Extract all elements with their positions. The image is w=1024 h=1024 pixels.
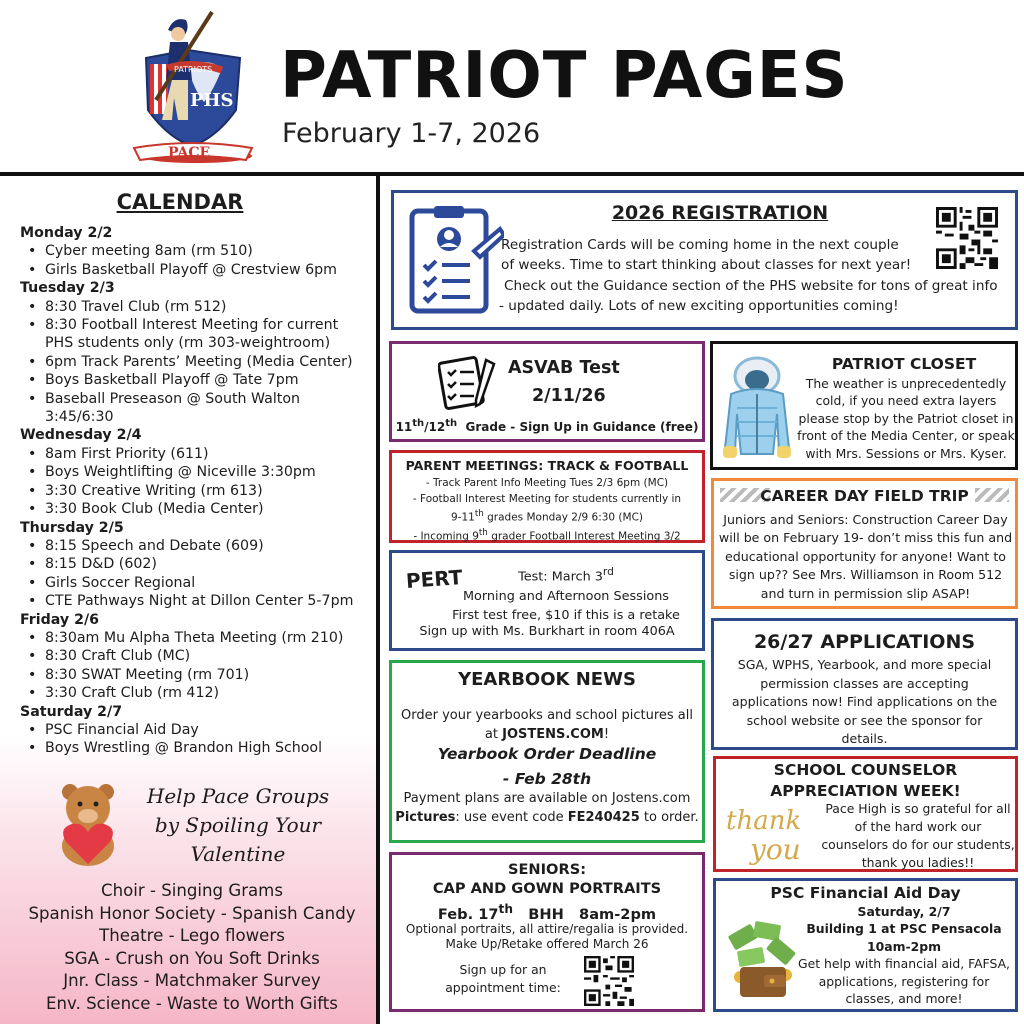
asvab-note-text: Grade - Sign Up in Guidance (free) — [465, 420, 699, 434]
psc-title: PSC Financial Aid Day — [770, 884, 961, 902]
seniors-title-line: CAP AND GOWN PORTRAITS — [432, 879, 662, 897]
parent-text: - Incoming 9 — [413, 530, 479, 543]
pert-price: First test free, $10 if this is a retake — [452, 608, 680, 624]
calendar-day: Saturday 2/7 — [20, 703, 123, 720]
closet-title: PATRIOT CLOSET — [831, 355, 977, 373]
calendar-item: • 6pm Track Parents’ Meeting (Media Center) — [20, 353, 370, 371]
calendar-item: • Boys Wrestling @ Brandon High School — [20, 739, 370, 757]
parent-meetings-line — [392, 526, 702, 545]
yearbook-title: YEARBOOK NEWS — [458, 669, 636, 690]
thanks-word: thank — [726, 806, 802, 836]
calendar-item: • Girls Soccer Regional — [20, 574, 370, 592]
calendar-day: Tuesday 2/3 — [20, 280, 115, 297]
parent-meetings-line: - Track Parent Info Meeting Tues 2/3 6pm (MC) — [425, 477, 669, 489]
closet-body: The weather is unprecedentedly cold, if you need extra layers please stop by the Patriot closet in front of the Media Center, or speak with Mrs. Sessions or Mrs. Kyser. — [797, 376, 1015, 461]
qr-code-icon[interactable] — [584, 956, 634, 1006]
valentine-group-item: Spanish Honor Society - Spanish Candy — [28, 903, 356, 923]
psc-body — [796, 903, 1012, 1007]
calendar-title: CALENDAR — [116, 190, 244, 214]
parent-text: grader Football Interest Meeting 3/2 — [487, 530, 681, 543]
yearbook-card — [389, 660, 705, 843]
calendar-item: • 3:30 Book Club (Media Center) — [20, 500, 370, 518]
yearbook-text: : use event code — [455, 810, 568, 825]
patriot-closet-card — [710, 341, 1018, 470]
left-column — [0, 176, 376, 1024]
pert-text: Test: March 3 — [518, 569, 603, 585]
yearbook-line: Order your yearbooks and school pictures all — [401, 708, 693, 723]
yearbook-line — [392, 808, 702, 827]
jacket-icon — [719, 354, 795, 462]
calendar-item: • 8:30 Travel Club (rm 512) — [20, 298, 370, 316]
applications-title: 26/27 APPLICATIONS — [753, 631, 976, 653]
valentine-heading-line: by Spoiling Your — [154, 813, 322, 837]
calendar-list — [20, 224, 370, 758]
money-wallet-icon — [724, 921, 800, 1001]
asvab-grade: /12 — [424, 420, 446, 434]
asvab-card — [389, 341, 705, 442]
thank-you-script — [724, 799, 820, 867]
asvab-sup: th — [412, 418, 425, 429]
seniors-line: Make Up/Retake offered March 26 — [445, 937, 649, 951]
career-day-title: CAREER DAY FIELD TRIP — [760, 487, 969, 505]
career-day-body: Juniors and Seniors: Construction Career Day will be on February 19- don’t miss this fun and educational opportunity for anyone! Want to sign up?? See Mrs. Williamson in Room 512 and turn in permission slip ASAP! — [718, 512, 1013, 601]
yearbook-line: Payment plans are available on Jostens.com — [403, 791, 691, 806]
calendar-item: • Girls Basketball Playoff @ Crestview 6pm — [20, 261, 370, 279]
valentine-heading — [128, 782, 348, 869]
psc-date: Saturday, 2/7 — [857, 904, 951, 919]
bear-icon — [48, 780, 128, 868]
pert-label: PERT — [405, 565, 464, 593]
parent-text: grades Monday 2/9 6:30 (MC) — [483, 511, 644, 524]
checklist-icon — [438, 354, 498, 410]
deadline-line: - Feb 28th — [502, 770, 592, 788]
counselor-body: Pace High is so grateful for all of the hard work our counselors do for our students, thank you ladies!! — [821, 801, 1015, 870]
seniors-title — [392, 861, 702, 898]
asvab-note — [392, 418, 702, 434]
calendar-day: Friday 2/6 — [20, 611, 100, 628]
seniors-date — [392, 902, 702, 923]
calendar-item: • Baseball Preseason @ South Walton 3:45/6:30 — [20, 390, 370, 427]
valentine-group-item: Jnr. Class - Matchmaker Survey — [63, 971, 321, 990]
registration-text: - updated daily. Lots of new exciting opportunities coming! — [499, 298, 899, 314]
page-title: PATRIOT PAGES — [280, 39, 849, 113]
career-day-card — [711, 478, 1018, 609]
valentine-heading-line: Valentine — [190, 842, 286, 866]
calendar-day: Thursday 2/5 — [20, 519, 124, 536]
seniors-title-line: SENIORS: — [507, 861, 587, 878]
calendar-item: • PSC Financial Aid Day — [20, 721, 370, 739]
yearbook-deadline — [392, 742, 702, 792]
event-code: FE240425 — [567, 810, 640, 825]
registration-text: Registration Cards will be coming home in the next couple — [501, 237, 899, 253]
logo-banner-text: PATRIOTS — [174, 65, 213, 74]
calendar-item: • Cyber meeting 8am (rm 510) — [20, 242, 370, 260]
applications-card — [711, 618, 1018, 750]
pert-test-date — [436, 562, 696, 587]
asvab-sup: th — [445, 418, 458, 429]
parent-sup: th — [474, 509, 484, 519]
pert-body — [436, 562, 696, 626]
psc-place: Building 1 at PSC Pensacola — [806, 921, 1002, 937]
valentine-group-item: Env. Science - Waste to Worth Gifts — [46, 993, 338, 1013]
valentine-section — [0, 772, 376, 1022]
yearbook-text: ! — [603, 727, 610, 742]
calendar-item: • 8:30 Craft Club (MC) — [20, 647, 370, 665]
logo-ribbon-text: PACE — [168, 145, 211, 161]
asvab-title: ASVAB Test — [508, 358, 620, 378]
asvab-date: 2/11/26 — [532, 386, 606, 406]
calendar-item: • 8am First Priority (611) — [20, 445, 370, 463]
parent-meetings-card — [389, 450, 705, 543]
seniors-text: Feb. 17 — [437, 905, 499, 923]
counselor-card — [713, 756, 1018, 872]
calendar-item: • 3:30 Creative Writing (rm 613) — [20, 482, 370, 500]
parent-meetings-body — [392, 476, 702, 545]
parent-text: 9-11 — [450, 511, 475, 524]
seniors-signup: Sign up for an appointment time: — [445, 962, 561, 995]
counselor-title: SCHOOL COUNSELOR APPRECIATION WEEK! — [770, 761, 961, 800]
parent-sup: th — [478, 528, 488, 538]
registration-text: of weeks. Time to start thinking about classes for next year! — [501, 257, 912, 273]
calendar-item: • CTE Pathways Night at Dillon Center 5-7pm — [20, 592, 370, 610]
psc-description: Get help with financial aid, FAFSA, applications, registering for classes, and more! — [798, 956, 1010, 1007]
valentine-heading-line: Help Pace Groups — [146, 784, 330, 808]
calendar-day: Wednesday 2/4 — [20, 427, 142, 444]
valentine-group-item: Choir - Singing Grams — [100, 881, 283, 900]
pert-card — [389, 550, 705, 651]
seniors-sup: th — [498, 902, 513, 916]
calendar-item: • 8:30am Mu Alpha Theta Meeting (rm 210) — [20, 629, 370, 647]
pert-signup: Sign up with Ms. Burkhart in room 406A — [419, 624, 675, 639]
psc-time: 10am-2pm — [866, 938, 942, 954]
qr-code-icon[interactable] — [936, 207, 998, 269]
seniors-line: Optional portraits, all attire/regalia is provided. — [405, 922, 689, 936]
seniors-text: BHH 8am-2pm — [513, 905, 657, 923]
valentine-groups-list — [0, 880, 384, 1015]
deadline-line: Yearbook Order Deadline — [437, 745, 657, 763]
thanks-word: you — [750, 833, 801, 866]
yearbook-text: to order. — [639, 810, 699, 825]
parent-meetings-line: - Football Interest Meeting for students currently in — [412, 492, 682, 505]
yearbook-text: at — [484, 727, 503, 742]
yearbook-bold: Pictures — [395, 810, 456, 825]
psc-card — [713, 878, 1018, 1012]
applications-body: SGA, WPHS, Yearbook, and more special permission classes are accepting applications now! Find applications on the school website or see the sponsor for details. — [731, 657, 998, 746]
parent-meetings-title: PARENT MEETINGS: TRACK & FOOTBALL — [405, 458, 689, 473]
registration-text: Check out the Guidance section of the PHS website for tons of great info — [504, 278, 998, 294]
calendar-item: • 8:15 Speech and Debate (609) — [20, 537, 370, 555]
calendar-day: Monday 2/2 — [20, 225, 113, 241]
parent-meetings-line — [392, 507, 702, 526]
calendar-item: • 8:30 SWAT Meeting (rm 701) — [20, 666, 370, 684]
registration-card — [391, 190, 1018, 330]
calendar-item: • 3:30 Craft Club (rm 412) — [20, 684, 370, 702]
logo-monogram: PHS — [190, 90, 234, 111]
calendar-item: • 8:30 Football Interest Meeting for current PHS students only (rm 303-weightroom) — [20, 316, 370, 353]
pert-sup: rd — [602, 565, 614, 578]
valentine-group-item: SGA - Crush on You Soft Drinks — [64, 948, 320, 968]
asvab-grade: 11 — [395, 420, 413, 434]
seniors-body — [392, 922, 702, 952]
page-date: February 1-7, 2026 — [282, 118, 541, 149]
calendar-item: • 8:15 D&D (602) — [20, 555, 370, 573]
seniors-card — [389, 852, 705, 1012]
jostens-link[interactable]: JOSTENS.COM — [502, 727, 604, 742]
calendar-item: • Boys Basketball Playoff @ Tate 7pm — [20, 371, 370, 389]
calendar-item: • Boys Weightlifting @ Niceville 3:30pm — [20, 463, 370, 481]
patriot-logo — [128, 10, 258, 165]
header — [0, 0, 1024, 172]
yearbook-payment-text — [392, 789, 702, 827]
yearbook-order-text — [392, 706, 702, 744]
registration-title: 2026 REGISTRATION — [611, 202, 829, 224]
pert-sessions: Morning and Afternoon Sessions — [463, 588, 669, 604]
valentine-group-item: Theatre - Lego flowers — [99, 926, 285, 945]
